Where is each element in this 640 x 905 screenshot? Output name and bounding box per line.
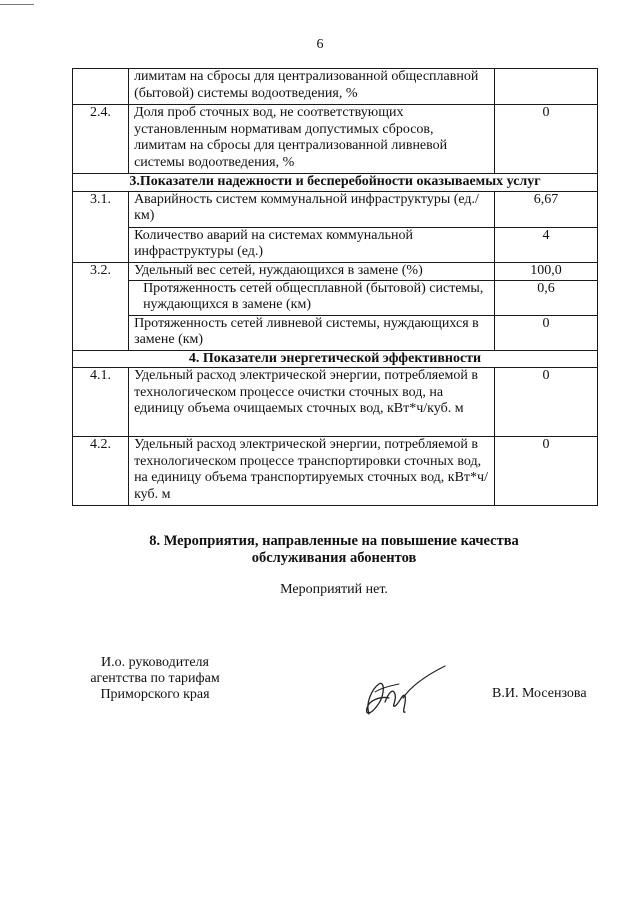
position-line-1: И.о. руководителя xyxy=(100,655,209,670)
measures-note: Мероприятий нет. xyxy=(280,582,388,597)
row-description: лимитам на сбросы для централизованной общесплавной (бытовой) системы водоотведения, % xyxy=(129,69,495,105)
row-value: 0 xyxy=(495,315,598,350)
row-value: 0 xyxy=(495,437,598,506)
section-8-title-line1: 8. Мероприятия, направленные на повышение качества xyxy=(149,533,519,549)
row-description: Аварийность систем коммунальной инфраструктуры (ед./км) xyxy=(129,191,495,227)
table-row xyxy=(73,437,598,506)
row-description: Удельный расход электрической энергии, потребляемой в технологическом процессе транспортировки сточных вод, на единицу объема транспортируемых сточных вод, кВт*ч/куб. м xyxy=(129,437,495,506)
section-4-title: 4. Показатели энергетической эффективности xyxy=(73,350,598,368)
page-number: 6 xyxy=(316,37,324,52)
row-number: 4.1. xyxy=(73,368,129,437)
row-description: Количество аварий на системах коммунальной инфраструктуры (ед.) xyxy=(129,227,495,262)
position-line-3: Приморского края xyxy=(100,687,210,702)
indicators-table xyxy=(72,68,598,506)
row-value: 4 xyxy=(495,227,598,262)
table-row xyxy=(73,191,598,227)
table-row xyxy=(73,280,598,315)
table-row xyxy=(73,315,598,350)
corner-mark xyxy=(0,4,34,5)
row-number: 4.2. xyxy=(73,437,129,506)
table-row xyxy=(73,227,598,262)
section-8-title xyxy=(0,533,640,567)
section-header-row xyxy=(73,350,598,368)
row-value xyxy=(495,69,598,105)
row-description: Доля проб сточных вод, не соответствующих установленным нормативам допустимых сбросов, лимитам на сбросы для централизованной ливневой системы водоотведения, % xyxy=(129,105,495,174)
handwritten-signature xyxy=(355,662,447,720)
signatory-position xyxy=(70,655,240,703)
section-3-title: 3.Показатели надежности и бесперебойности оказываемых услуг xyxy=(73,174,598,192)
table-row xyxy=(73,105,598,174)
row-number: 3.1. xyxy=(73,191,129,262)
table-row xyxy=(73,69,598,105)
table-row xyxy=(73,368,598,437)
signatory-name: В.И. Мосензова xyxy=(492,686,587,701)
row-value: 0,6 xyxy=(495,280,598,315)
row-description: Протяженность сетей общесплавной (бытовой) системы, нуждающихся в замене (км) xyxy=(129,280,495,315)
position-line-2: агентства по тарифам xyxy=(90,671,220,686)
row-number: 2.4. xyxy=(73,105,129,174)
table-row xyxy=(73,262,598,280)
row-description: Удельный расход электрической энергии, потребляемой в технологическом процессе очистки сточных вод, на единицу объема очищаемых сточных вод, кВт*ч/куб. м xyxy=(129,368,495,437)
row-value: 6,67 xyxy=(495,191,598,227)
row-description: Протяженность сетей ливневой системы, нуждающихся в замене (км) xyxy=(129,315,495,350)
row-number xyxy=(73,69,129,105)
row-number: 3.2. xyxy=(73,262,129,350)
section-header-row xyxy=(73,174,598,192)
row-value: 0 xyxy=(495,368,598,437)
row-value: 100,0 xyxy=(495,262,598,280)
row-value: 0 xyxy=(495,105,598,174)
row-description: Удельный вес сетей, нуждающихся в замене (%) xyxy=(129,262,495,280)
section-8-title-line2: обслуживания абонентов xyxy=(251,550,417,566)
